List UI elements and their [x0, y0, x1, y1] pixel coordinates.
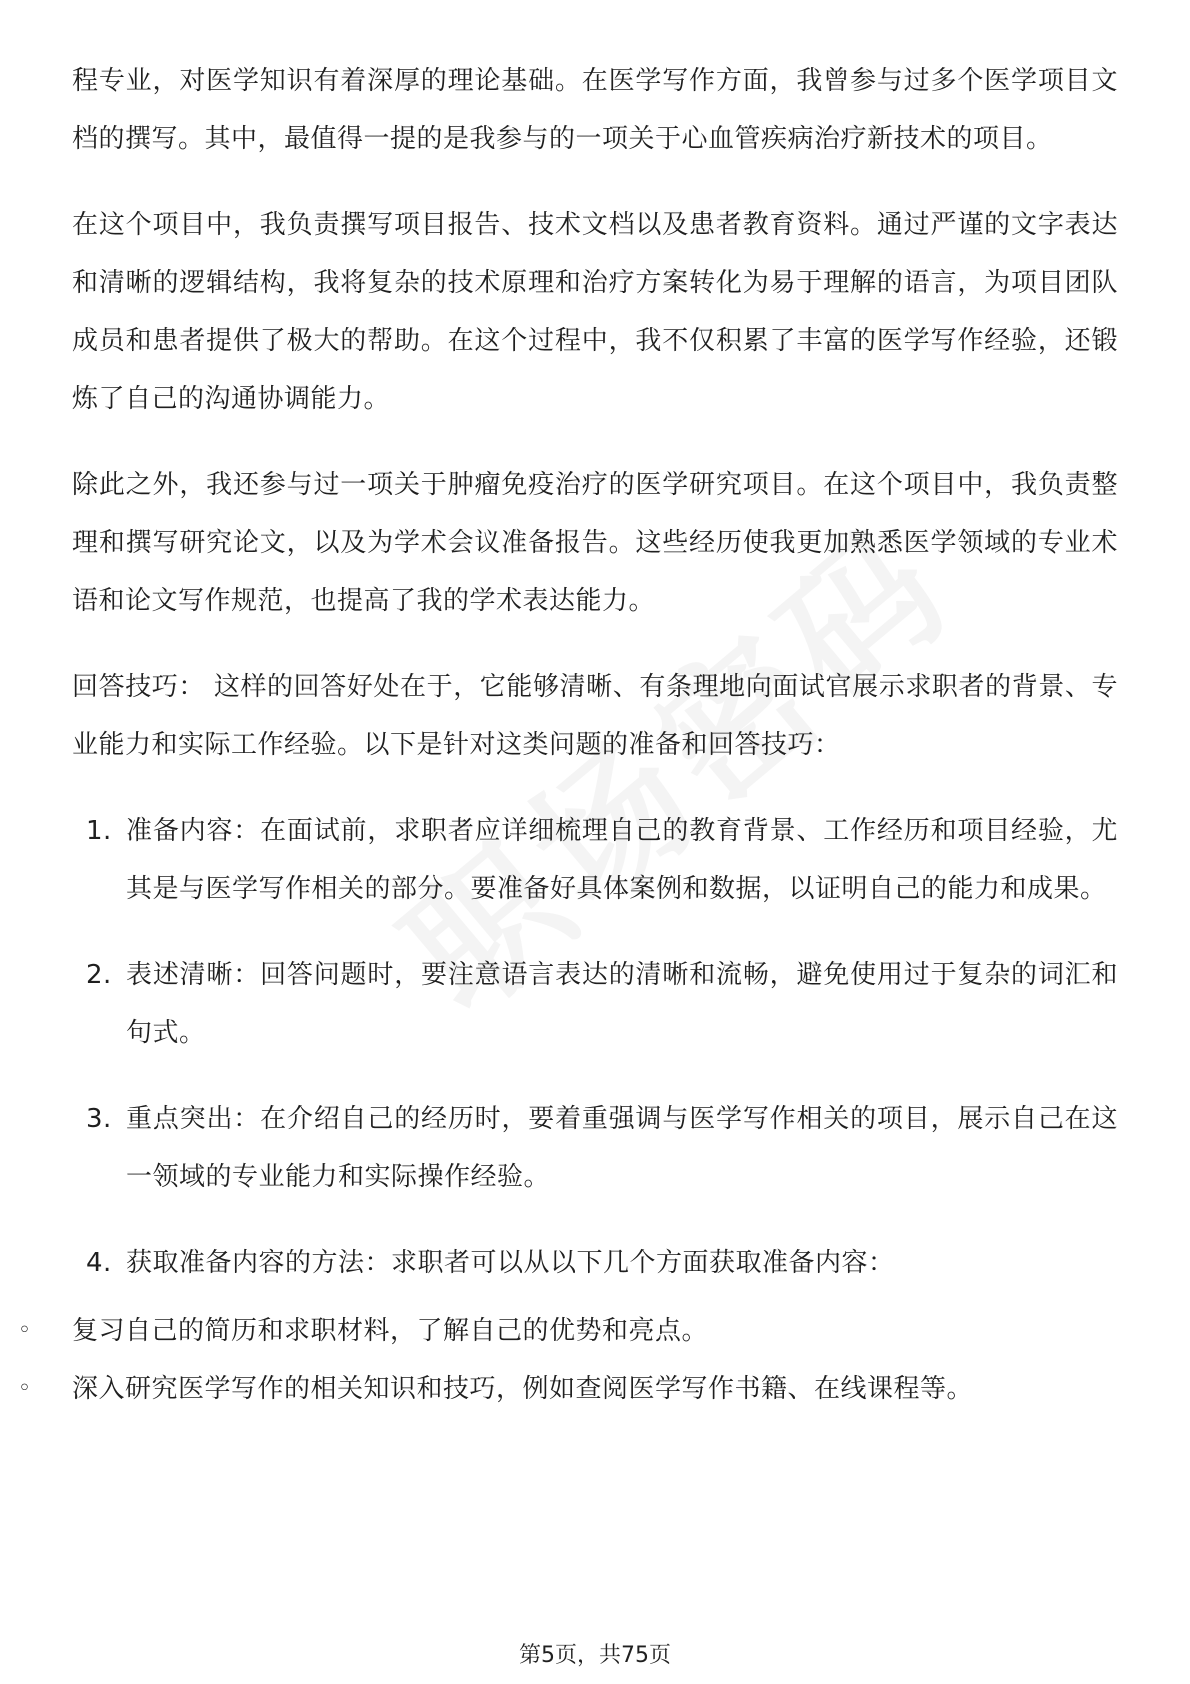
- sub-list: [18, 1302, 1118, 1418]
- sub-list-item: [18, 1302, 1118, 1360]
- list-item-text: 表述清晰：回答问题时，要注意语言表达的清晰和流畅，避免使用过于复杂的词汇和句式。: [126, 960, 1118, 1048]
- paragraph-2: 在这个项目中，我负责撰写项目报告、技术文档以及患者教育资料。通过严谨的文字表达和清晰的逻辑结构，我将复杂的技术原理和治疗方案转化为易于理解的语言，为项目团队成员和患者提供了极大的帮助。在这个过程中，我不仅积累了丰富的医学写作经验，还锻炼了自己的沟通协调能力。: [72, 210, 1118, 414]
- list-number: 4.: [86, 1248, 112, 1278]
- list-item-text: 获取准备内容的方法：求职者可以从以下几个方面获取准备内容：: [126, 1248, 895, 1278]
- sub-list-item-text: 深入研究医学写作的相关知识和技巧，例如查阅医学写作书籍、在线课程等。: [72, 1374, 974, 1404]
- list-number: 1.: [86, 816, 112, 846]
- page-footer: 第5页，共75页: [519, 1643, 671, 1668]
- list-item: [72, 1090, 1118, 1206]
- paragraph-3: 除此之外，我还参与过一项关于肿瘤免疫治疗的医学研究项目。在这个项目中，我负责整理和撰写研究论文，以及为学术会议准备报告。这些经历使我更加熟悉医学领域的专业术语和论文写作规范，也提高了我的学术表达能力。: [72, 470, 1118, 616]
- tips-list: [72, 802, 1118, 1292]
- sub-list-item: [18, 1360, 1118, 1418]
- list-item: [72, 802, 1118, 918]
- page-content: [18, 52, 1118, 1418]
- list-number: 2.: [86, 960, 112, 990]
- list-number: 3.: [86, 1104, 112, 1134]
- list-item: [72, 1234, 1118, 1292]
- paragraph-answer-tips: 回答技巧： 这样的回答好处在于，它能够清晰、有条理地向面试官展示求职者的背景、专业能力和实际工作经验。以下是针对这类问题的准备和回答技巧：: [72, 672, 1118, 760]
- paragraph-1: 程专业，对医学知识有着深厚的理论基础。在医学写作方面，我曾参与过多个医学项目文档的撰写。其中，最值得一提的是我参与的一项关于心血管疾病治疗新技术的项目。: [72, 66, 1118, 154]
- sub-list-item-text: 复习自己的简历和求职材料，了解自己的优势和亮点。: [72, 1316, 709, 1346]
- bullet-icon: ◦: [18, 1318, 32, 1343]
- bullet-icon: ◦: [18, 1376, 32, 1401]
- list-item-text: 重点突出：在介绍自己的经历时，要着重强调与医学写作相关的项目，展示自己在这一领域的专业能力和实际操作经验。: [126, 1104, 1118, 1192]
- list-item: [72, 946, 1118, 1062]
- list-item-text: 准备内容：在面试前，求职者应详细梳理自己的教育背景、工作经历和项目经验，尤其是与医学写作相关的部分。要准备好具体案例和数据，以证明自己的能力和成果。: [126, 816, 1118, 904]
